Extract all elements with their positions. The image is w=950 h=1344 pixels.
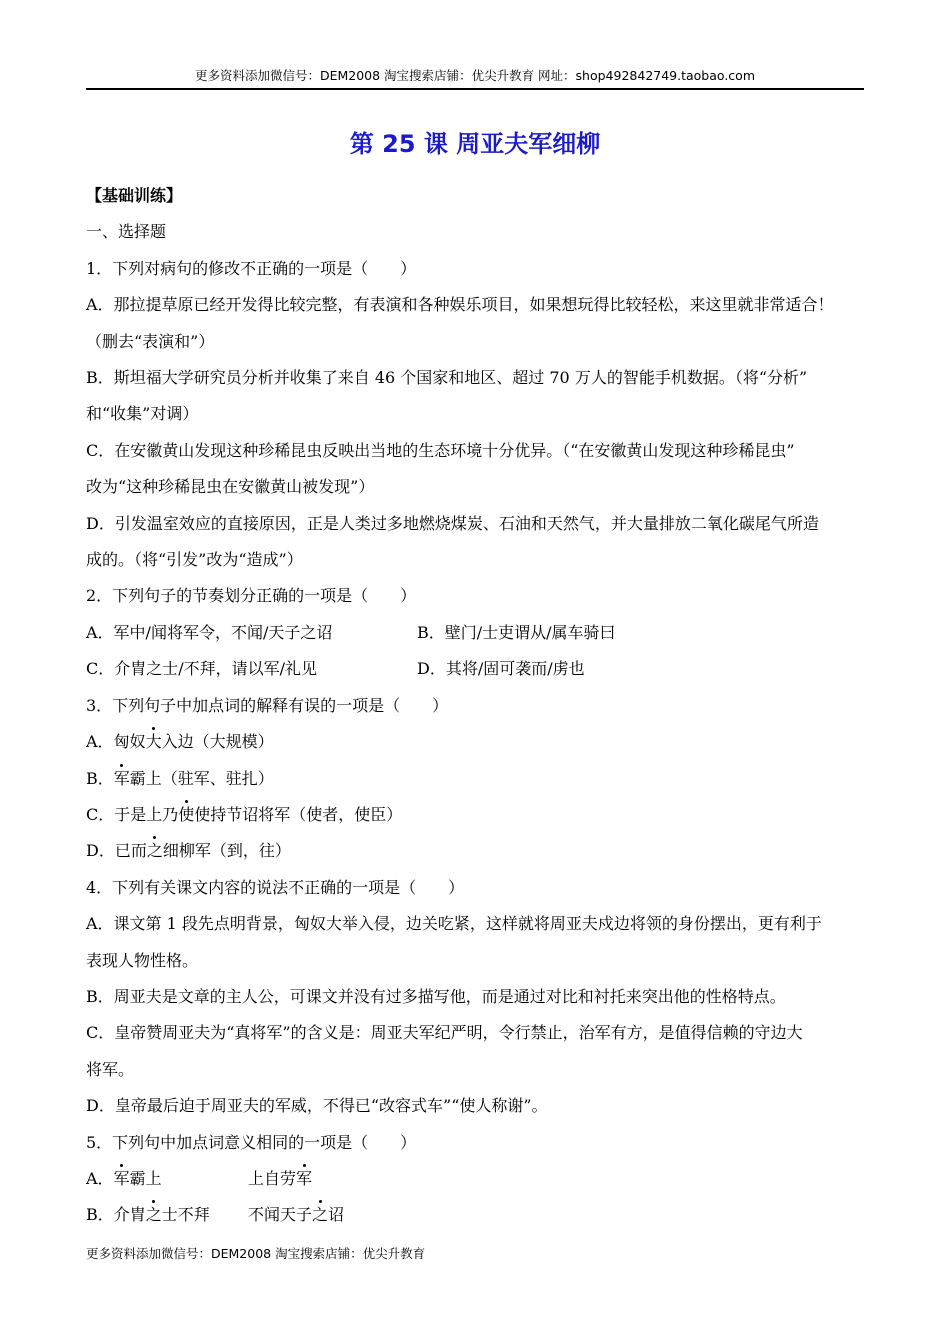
q5-a-right-pre: 上自劳 <box>248 1168 297 1188</box>
q3-a-post: 入边（大规模） <box>161 732 274 752</box>
q3-b-dotted-word: 军 <box>114 761 130 797</box>
q3-c-pre: C．于是上乃 <box>86 804 179 824</box>
q5-a-left <box>86 1161 248 1197</box>
q5-a-left-post: 霸上 <box>129 1168 162 1188</box>
q3-d-dotted-word: 之 <box>147 833 163 869</box>
page-header <box>86 66 864 90</box>
q3-d-post: 细柳军（到，往） <box>162 841 291 861</box>
q1-option-b: B．斯坦福大学研究员分析并收集了来自 46 个国家和地区、超过 70 万人的智能手机数据。（将“分析” <box>86 368 808 388</box>
q5-option-b <box>86 1197 866 1233</box>
q5-b-left <box>86 1197 248 1233</box>
q2-option-c: C．介胄之士/不拜，请以军/礼见 <box>86 659 318 679</box>
q2-row-ab <box>86 615 866 651</box>
q3-a-dotted-word: 大 <box>146 724 162 760</box>
q4-option-c-cont: 将军。 <box>86 1059 135 1079</box>
q1-option-b-cont: 和“收集”对调） <box>86 404 199 424</box>
part-heading: 一、选择题 <box>86 222 167 242</box>
section-heading: 【基础训练】 <box>86 186 183 205</box>
q3-option-a <box>86 724 866 760</box>
q5-b-left-dotted-word: 之 <box>146 1197 162 1233</box>
q4-stem: 4．下列有关课文内容的说法不正确的一项是（ ） <box>86 877 465 897</box>
q5-a-right <box>248 1161 312 1197</box>
q5-b-right-dotted-word: 之 <box>312 1197 328 1233</box>
q3-b-pre: B． <box>86 768 114 788</box>
q1-option-a: A．那拉提草原已经开发得比较完整，有表演和各种娱乐项目，如果想玩得比较轻松，来这里就非常适合！ <box>86 295 834 315</box>
q5-a-left-pre: A． <box>86 1168 114 1188</box>
q1-option-c: C．在安徽黄山发现这种珍稀昆虫反映出当地的生态环境十分优异。（“在安徽黄山发现这种珍稀昆虫” <box>86 440 795 460</box>
page-footer <box>86 1244 425 1264</box>
q3-option-b <box>86 761 866 797</box>
q2-option-a: A．军中/闻将军令，不闻/天子之诏 <box>86 622 333 642</box>
q3-b-post: 霸上（驻军、驻扎） <box>129 768 274 788</box>
q5-b-left-post: 士不拜 <box>161 1205 210 1225</box>
q2-option-b: B．壁门/士吏谓从/属车骑曰 <box>417 622 616 642</box>
q3-c-dotted-word: 使 <box>178 797 194 833</box>
q4-option-a: A．课文第 1 段先点明背景，匈奴大举入侵，边关吃紧，这样就将周亚夫戍边将领的身份摆出，更有利于 <box>86 914 822 934</box>
q5-option-a <box>86 1161 866 1197</box>
document-body <box>86 178 866 1234</box>
q5-b-right <box>248 1197 344 1233</box>
q1-option-d: D．引发温室效应的直接原因，正是人类过多地燃烧煤炭、石油和天然气，并大量排放二氧化碳尾气所造 <box>86 513 819 533</box>
q3-a-pre: A．匈奴 <box>86 732 146 752</box>
q5-a-left-dotted-word: 军 <box>114 1161 130 1197</box>
q4-option-b: B．周亚夫是文章的主人公，可课文并没有过多描写他，而是通过对比和衬托来突出他的性格特点。 <box>86 986 786 1006</box>
lesson-title: 第 25 课 周亚夫军细柳 <box>349 130 601 158</box>
q5-stem: 5．下列句中加点词意义相同的一项是（ ） <box>86 1132 417 1152</box>
q1-option-a-cont: （删去“表演和”） <box>86 331 215 351</box>
q3-d-pre: D．已而 <box>86 841 147 861</box>
footer-text: 更多资料添加微信号：DEM2008 淘宝搜索店铺：优尖升教育 <box>86 1246 426 1261</box>
q4-option-c: C．皇帝赞周亚夫为“真将军”的含义是：周亚夫军纪严明，令行禁止，治军有方，是值得信赖的守边大 <box>86 1023 803 1043</box>
q4-option-d: D．皇帝最后迫于周亚夫的军威，不得已“改容式车”“使人称谢”。 <box>86 1096 548 1116</box>
q1-option-d-cont: 成的。（将“引发”改为“造成”） <box>86 550 303 570</box>
q5-a-right-dotted-word: 军 <box>296 1161 312 1197</box>
q1-option-c-cont: 改为“这种珍稀昆虫在安徽黄山被发现”） <box>86 477 375 497</box>
q2-option-d: D．其将/固可袭而/虏也 <box>417 659 585 679</box>
page-title <box>0 124 950 164</box>
q2-row-cd <box>86 651 866 687</box>
q4-option-a-cont: 表现人物性格。 <box>86 950 199 970</box>
q1-stem: 1．下列对病句的修改不正确的一项是（ ） <box>86 258 417 278</box>
q3-option-c <box>86 797 866 833</box>
q5-b-left-pre: B．介胄 <box>86 1205 146 1225</box>
q2-stem: 2．下列句子的节奏划分正确的一项是（ ） <box>86 586 417 606</box>
q5-b-right-pre: 不闻天子 <box>248 1205 313 1225</box>
q3-stem: 3．下列句子中加点词的解释有误的一项是（ ） <box>86 695 449 715</box>
q3-c-post: 使持节诏将军（使者，使臣） <box>194 804 403 824</box>
header-text: 更多资料添加微信号：DEM2008 淘宝搜索店铺：优尖升教育 网址：shop492842749.taobao.com <box>194 68 756 83</box>
q5-b-right-post: 诏 <box>328 1205 345 1225</box>
q3-option-d <box>86 833 866 869</box>
